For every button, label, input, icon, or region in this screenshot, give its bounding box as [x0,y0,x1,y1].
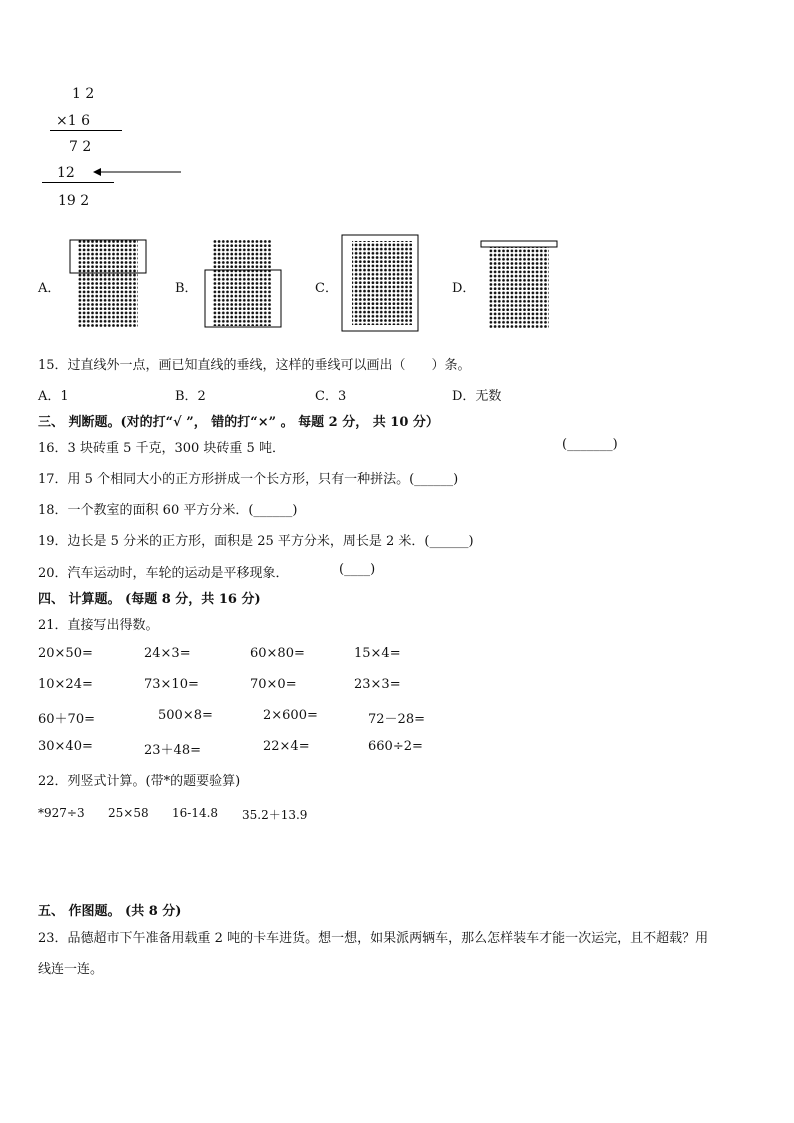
mult-line-1 [50,130,122,131]
question-20: 20．汽车运动时，车轮的运动是平移现象． [38,566,289,581]
calc-item: 23＋48= [144,743,201,758]
calc-item: 2×600= [263,708,318,723]
option-b-label: B． [175,281,198,296]
vertical-calc-item: 16-14.8 [172,806,219,820]
dot-figure-b [203,238,283,330]
vertical-calc-item: 25×58 [108,806,149,820]
calc-item: 70×0= [250,677,297,692]
section-3-heading: 三、 判断题。(对的打“√ ”， 错的打“×” 。 每题 2 分， 共 10 分） [38,415,439,430]
calc-item: 15×4= [354,646,401,661]
question-21: 21．直接写出得数。 [38,618,159,633]
q16-answer-blank[interactable]: (_______) [562,437,618,452]
question-16: 16．3 块砖重 5 千克，300 块砖重 5 吨． [38,441,285,456]
question-17: 17．用 5 个相同大小的正方形拼成一个长方形，只有一种拼法。(______) [38,472,459,487]
question-23-line-1: 23．品德超市下午准备用载重 2 吨的卡车进货。想一想，如果派两辆车，那么怎样装车才能一次运完，且不超载？用 [38,931,709,946]
vertical-calc-item: *927÷3 [38,806,85,820]
question-19: 19．边长是 5 分米的正方形，面积是 25 平方分米，周长是 2 米．(______) [38,534,474,549]
q15-option-b: B．2 [175,389,206,404]
question-22: 22．列竖式计算。(带*的题要验算) [38,774,241,789]
section-4-heading: 四、 计算题。 (每题 8 分，共 16 分) [38,592,261,607]
mult-row-4: 12 [57,165,75,181]
dot-figure-d [479,239,559,331]
dot-figure-a [68,238,148,330]
question-18: 18．一个教室的面积 60 平方分米．(______) [38,503,298,518]
calc-item: 24×3= [144,646,191,661]
calc-item: 60＋70= [38,712,95,727]
calc-item: 22×4= [263,739,310,754]
mult-row-1: 1 2 [72,86,95,102]
calc-item: 500×8= [158,708,213,723]
question-23-line-2: 线连一连。 [38,962,104,977]
calc-item: 20×50= [38,646,93,661]
calc-item: 30×40= [38,739,93,754]
q15-option-a: A．1 [38,389,69,404]
q15-option-c: C．3 [315,389,347,404]
dot-figure-c [340,233,422,333]
calc-item: 23×3= [354,677,401,692]
left-arrow-icon [93,166,183,178]
q15-option-d: D．无数 [452,389,502,404]
q20-answer-blank[interactable]: (____) [339,562,376,577]
calc-item: 660÷2= [368,739,423,754]
option-a-label: A． [38,281,61,296]
question-15: 15．过直线外一点，画已知直线的垂线，这样的垂线可以画出（ ）条。 [38,358,471,373]
calc-item: 72－28= [368,712,425,727]
mult-line-2 [42,182,114,183]
calc-item: 10×24= [38,677,93,692]
mult-row-2: ×1 6 [56,113,90,129]
option-c-label: C． [315,281,338,296]
vertical-calc-item: 35.2＋13.9 [242,808,308,822]
option-d-label: D． [452,281,476,296]
mult-row-5: 19 2 [58,193,90,209]
calc-item: 73×10= [144,677,199,692]
section-5-heading: 五、 作图题。 (共 8 分) [38,904,182,919]
calc-item: 60×80= [250,646,305,661]
mult-row-3: 7 2 [69,139,92,155]
